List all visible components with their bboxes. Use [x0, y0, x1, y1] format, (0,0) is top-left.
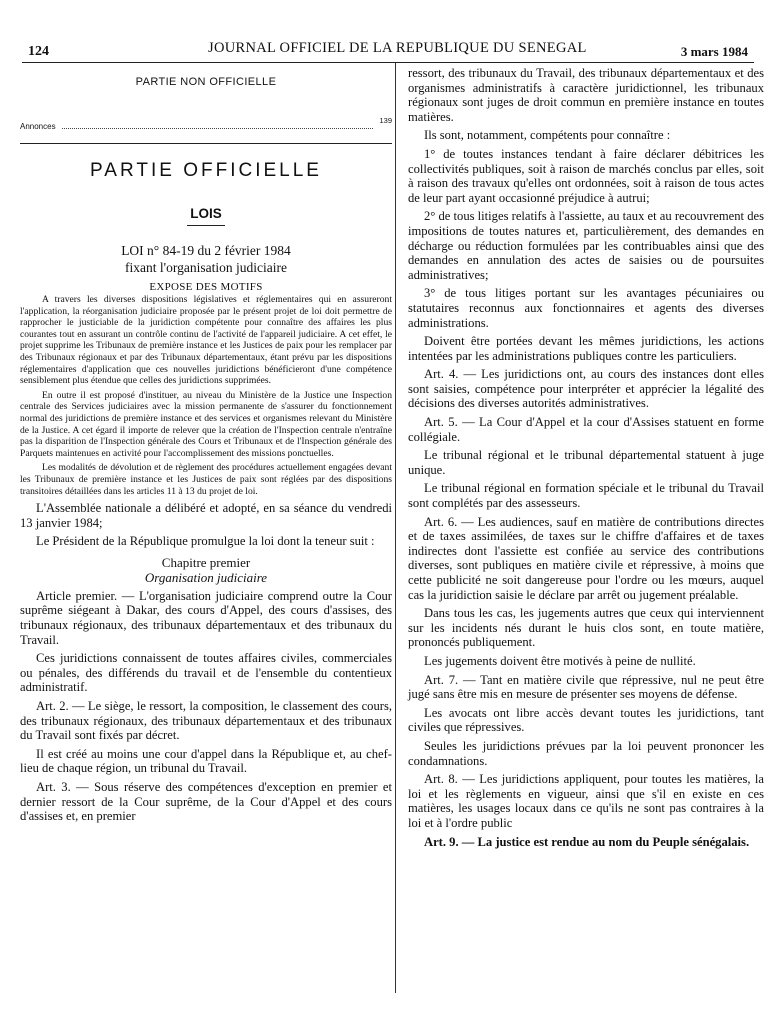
article-5-paragraph-2: Le tribunal régional et le tribunal départemental statuent à juge unique. [408, 448, 764, 477]
law-title-line-2: fixant l'organisation judiciaire [125, 260, 287, 275]
page-number: 124 [28, 44, 49, 59]
annonces-label: Annonces [20, 122, 56, 131]
motifs-paragraph-2: En outre il est proposé d'instituer, au niveau du Ministère de la Justice une Inspection centrale des Services judiciaires avec la mission permanente de s'assurer du fonctionnement normal des juridictions de première instance et des services et organismes relevant du Ministère de la Justice. A cet égard il importe de relever que la création de l'Inspection centrale n'entraîne pas la disparition de l'Inspection générale des Cours et Tribunaux et de l'Inspection générale des Parquets maintenues en activité pour l'accomplissement des missions ponctuelles. [20, 389, 392, 459]
chapter-title: Chapitre premier [161, 554, 251, 570]
partie-officielle-heading: PARTIE OFFICIELLE [90, 160, 322, 181]
lois-rule [187, 225, 225, 226]
actions-paragraph: Doivent être portées devant les mêmes juridictions, les actions intentées par les administrations publiques contre les particuliers. [408, 334, 764, 363]
article-6: Art. 6. — Les audiences, sauf en matière de contributions directes et de taxes assimilées, de taxes sur le chiffre d'affaires et de taxes indirectes dont l'assiette est confiée au service des contributions diverses, sont publiques en matière civile et répressive, à moins que cette publicité ne soit dangereuse pour l'ordre ou les mœurs, auquel cas la juridiction saisie le déclare par arrêt ou jugement préalable. [408, 514, 764, 602]
article-5: Art. 5. — La Cour d'Appel et la cour d'Assises statuent en forme collégiale. [408, 415, 764, 444]
expose-heading: EXPOSE DES MOTIFS [149, 281, 263, 293]
right-column [408, 66, 764, 849]
article-3-continued: ressort, des tribunaux du Travail, des tribunaux départementaux et des organismes administratifs à caractère juridictionnel, les tribunaux régionaux sont juges de droit commun en première instance en toutes matières. [408, 66, 764, 124]
article-2: Art. 2. — Le siège, le ressort, la composition, le classement des cours, des tribunaux régionaux, des tribunaux départementaux et des tribunaux du Travail sont fixés par décret. [20, 699, 392, 743]
article-6-paragraph-3: Les jugements doivent être motivés à peine de nullité. [424, 653, 696, 668]
article-4: Art. 4. — Les juridictions ont, au cours des instances dont elles sont saisies, compétence pour interpréter et apprécier la légalité des décisions des diverses autorités administratives. [408, 367, 764, 411]
article-7-paragraph-3: Seules les juridictions prévues par la loi peuvent prononcer les condamnations. [408, 738, 764, 768]
competence-3: 3° de tous litiges portant sur les avantages pécuniaires ou statutaires reconnus aux fonctionnaires et agents des diverses administrations. [408, 286, 764, 330]
article-5-paragraph-3: Le tribunal régional en formation spéciale et le tribunal du Travail sont complétés par des assesseurs. [408, 481, 764, 511]
article-1: Article premier. — L'organisation judiciaire comprend outre la Cour suprême siégeant à Dakar, des cours d'Appel, des cours d'assises, des tribunaux régionaux, des tribunaux départementaux et des tribunaux du Travail. [20, 588, 392, 647]
issue-date: 3 mars 1984 [680, 44, 748, 59]
left-column [20, 66, 392, 824]
toc-annonces [20, 116, 392, 131]
competence-1: 1° de toutes instances tendant à faire déclarer débitrices les collectivités publiques, soit à raison de marchés conclus par elles, soit à raison des travaux qu'elles ont ordonnées, soit à raison de tous actes de leur part ayant occasionné préjudice à autrui; [408, 146, 764, 205]
lois-heading: LOIS [190, 206, 222, 221]
article-6-paragraph-2: Dans tous les cas, les jugements autres que ceux qui interviennent sur les incidents nés durant le huis clos sont, en toute matière, prononcés publiquement. [408, 606, 764, 650]
article-7-paragraph-2: Les avocats ont libre accès devant toutes les juridictions, tant civiles que répressives. [408, 705, 764, 735]
competence-2: 2° de tous litiges relatifs à l'assiette, au taux et au recouvrement des impositions de toutes natures et, particulièrement, des demandes en décharge ou réduction formulées par les contribuables ainsi que des demandes en annulation des actes de saisies ou de poursuites administratives; [408, 209, 764, 282]
page-header [18, 38, 754, 60]
leader-dots [62, 128, 374, 129]
article-7: Art. 7. — Tant en matière civile que répressive, nul ne peut être jugé sans être mis en mesure de présenter ses moyens de défense. [408, 672, 764, 702]
promulgation-paragraph: Le Président de la République promulgue la loi dont la teneur suit : [36, 534, 375, 549]
header-rule [22, 62, 754, 63]
column-divider [395, 63, 396, 993]
partie-non-officielle-heading: PARTIE NON OFFICIELLE [135, 76, 277, 88]
law-title-line-1: LOI n° 84-19 du 2 février 1984 [121, 243, 291, 258]
article-1-paragraph-2: Ces juridictions connaissent de toutes affaires civiles, commerciales ou pénales, des différends du travail et de l'ensemble du contentieux administratif. [20, 651, 392, 695]
article-9: Art. 9. — La justice est rendue au nom du Peuple sénégalais. [424, 834, 750, 849]
section-rule [20, 143, 392, 144]
article-8: Art. 8. — Les juridictions appliquent, pour toutes les matières, la loi et les règlements en vigueur, ainsi que s'il en existe en ces matières, les usages locaux dans ce qu'ils ne sont pas contraires à la loi et à l'ordre public [408, 772, 764, 830]
competences-intro: Ils sont, notamment, compétents pour connaître : [424, 128, 671, 143]
motifs-paragraph-1: A travers les diverses dispositions législatives et réglementaires qui en assureront l'application, la réorganisation judiciaire proposée par le présent projet de loi doit permettre de rapprocher le justiciable de la juridiction compétente pour connaître des affaires les plus courantes tout en assurant un contrôle continu de l'activité de l'appareil judiciaire. A cet effet, le projet supprime les Tribunaux de première instance et les Justices de paix pour les remplacer par des Tribunaux régionaux et par des Tribunaux départementaux, étant prévu par les dispositions réglementaires d'application que ces nouvelles juridictions bénéficieront d'une compétence sensiblement plus étendue que celles des juridictions supprimées. [20, 294, 392, 387]
article-3: Art. 3. — Sous réserve des compétences d'exception en premier et dernier ressort de la Cour suprême, de la Cour d'Appel et des cours d'assises et, en premier [20, 780, 392, 824]
motifs-paragraph-3: Les modalités de dévolution et de règlement des procédures actuellement engagées devant les Tribunaux de première instance et les Justices de paix sont réglées par des dispositions transitoires détaillées dans les articles 11 à 13 du projet de loi. [20, 462, 392, 497]
article-2-paragraph-2: Il est créé au moins une cour d'appel dans la République et, au chef-lieu de chaque région, un tribunal du Travail. [20, 746, 392, 776]
journal-title: JOURNAL OFFICIEL DE LA REPUBLIQUE DU SENEGAL [208, 40, 587, 56]
annonces-page: 139 [379, 116, 392, 125]
adoption-paragraph: L'Assemblée nationale a délibéré et adopté, en sa séance du vendredi 13 janvier 1984; [20, 501, 392, 530]
chapter-heading [20, 555, 392, 585]
law-title [20, 242, 392, 276]
chapter-subtitle: Organisation judiciaire [144, 569, 268, 585]
